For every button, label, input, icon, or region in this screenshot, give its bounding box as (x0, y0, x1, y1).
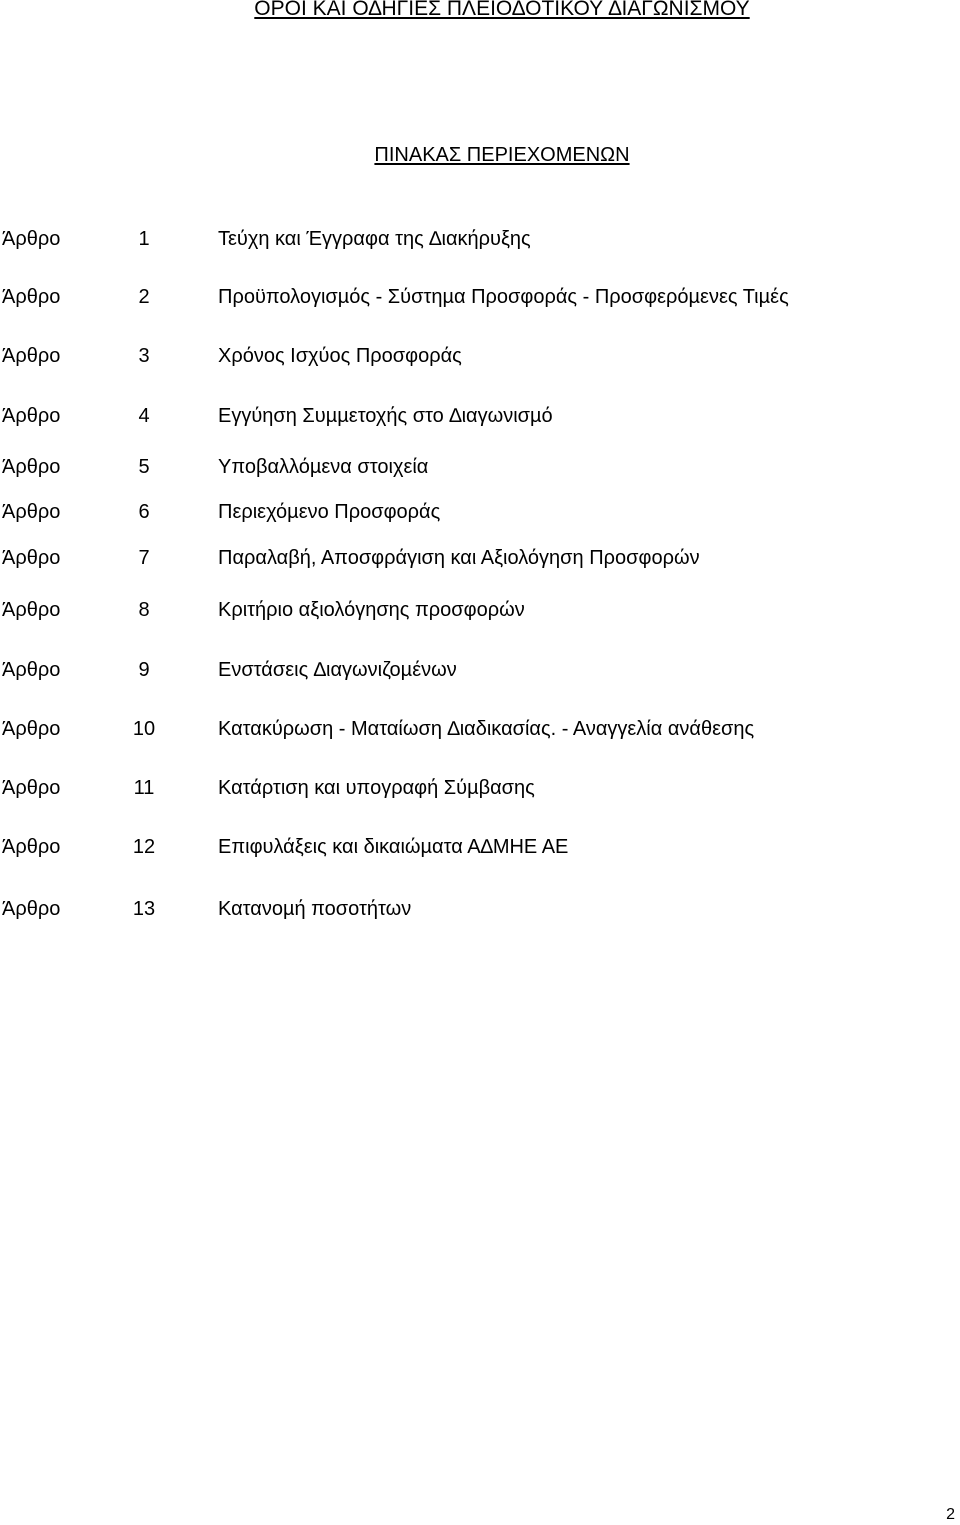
toc-row (0, 403, 960, 429)
article-label: Άρθρο (2, 501, 61, 523)
article-number: 10 (132, 718, 156, 740)
article-title: Κριτήριο αξιολόγησης προσφορών (218, 599, 525, 621)
toc-row (0, 657, 960, 683)
toc-row (0, 834, 960, 860)
article-label: Άρθρο (2, 599, 61, 621)
article-label: Άρθρο (2, 228, 61, 250)
article-number: 12 (132, 836, 156, 858)
article-title: Επιφυλάξεις και δικαιώµατα Α∆ΜΗΕ ΑΕ (218, 836, 569, 858)
article-label: Άρθρο (2, 286, 61, 308)
article-number: 7 (138, 547, 150, 569)
toc-row (0, 454, 960, 480)
article-number: 11 (133, 777, 155, 799)
article-label: Άρθρο (2, 405, 61, 427)
article-title: Ενστάσεις ∆ιαγωνιζοµένων (218, 659, 457, 681)
article-number: 3 (138, 345, 150, 367)
toc-row (0, 284, 960, 310)
article-title: Κατακύρωση - Ματαίωση ∆ιαδικασίας. - Αναγγελία ανάθεσης (218, 718, 755, 740)
toc-row (0, 716, 960, 742)
toc-row (0, 545, 960, 571)
article-title: Περιεχόµενο Προσφοράς (218, 501, 441, 523)
toc-row (0, 597, 960, 623)
article-label: Άρθρο (2, 345, 61, 367)
page-number: 2 (946, 1506, 955, 1523)
article-number: 13 (132, 898, 156, 920)
article-number: 8 (138, 599, 150, 621)
toc-row (0, 896, 960, 922)
article-title: Προϋπολογισµός - Σύστηµα Προσφοράς - Προσφερόµενες Τιµές (218, 286, 789, 308)
article-title: Παραλαβή, Αποσφράγιση και Αξιολόγηση Προσφορών (218, 547, 700, 569)
article-label: Άρθρο (2, 718, 61, 740)
toc-row (0, 226, 960, 252)
article-label: Άρθρο (2, 777, 61, 799)
article-label: Άρθρο (2, 456, 61, 478)
article-number: 9 (138, 659, 150, 681)
article-title: Κατάρτιση και υπογραφή Σύµβασης (218, 777, 535, 799)
toc-row (0, 343, 960, 369)
document-title: ΟΡΟΙ ΚΑΙ Ο∆ΗΓΙΕΣ ΠΛΕΙΟ∆ΟΤΙΚΟΥ ∆ΙΑΓΩΝΙΣΜΟΥ (254, 0, 750, 20)
article-title: Τεύχη και Έγγραφα της ∆ιακήρυξης (218, 228, 531, 250)
article-title: Κατανοµή ποσοτήτων (218, 898, 412, 920)
article-title: Χρόνος Ισχύος Προσφοράς (218, 345, 462, 367)
article-title: Υποβαλλόµενα στοιχεία (218, 456, 429, 478)
article-label: Άρθρο (2, 547, 61, 569)
toc-row (0, 499, 960, 525)
article-number: 1 (138, 228, 150, 250)
toc-heading: ΠΙΝΑΚΑΣ ΠΕΡΙΕΧΟΜΕΝΩΝ (374, 144, 630, 166)
toc-row (0, 775, 960, 801)
article-label: Άρθρο (2, 836, 61, 858)
article-number: 5 (138, 456, 150, 478)
article-number: 2 (138, 286, 150, 308)
article-label: Άρθρο (2, 659, 61, 681)
article-number: 6 (138, 501, 150, 523)
article-number: 4 (138, 405, 150, 427)
article-label: Άρθρο (2, 898, 61, 920)
article-title: Εγγύηση Συµµετοχής στο ∆ιαγωνισµό (218, 405, 553, 427)
